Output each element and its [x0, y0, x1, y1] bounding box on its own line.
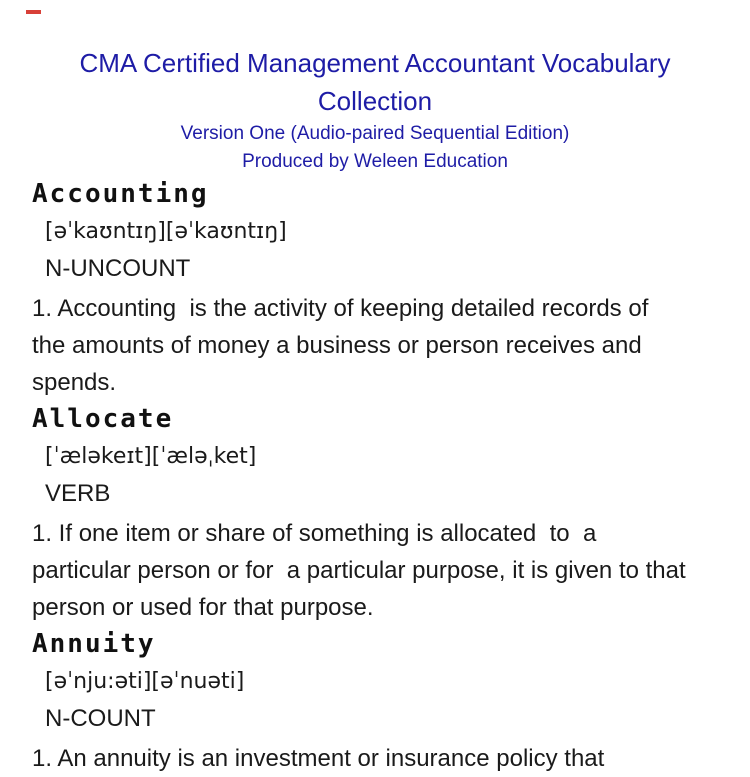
vocab-entry-allocate — [32, 401, 750, 626]
vocab-entry-accounting — [32, 176, 750, 401]
definition-line: 1. If one item or share of something is allocated to a — [32, 520, 597, 547]
producer-subtitle: Produced by Weleen Education — [242, 151, 508, 172]
edition-subtitle: Version One (Audio-paired Sequential Edition) — [180, 123, 570, 144]
document-header — [0, 0, 750, 176]
entry-headword: Accounting — [32, 179, 209, 209]
definition-line: particular person or for a particular purpose, it is given to that — [32, 557, 686, 584]
definition-line: 1. Accounting is the activity of keeping detailed records of — [32, 295, 649, 322]
entry-headword: Annuity — [32, 629, 156, 659]
page-title-line1: CMA Certified Management Accountant Vocabulary — [79, 48, 671, 78]
entry-part-of-speech: N-UNCOUNT — [45, 255, 191, 282]
definition-line: person or used for that purpose. — [32, 594, 374, 621]
entry-definition — [32, 290, 750, 401]
entry-part-of-speech: VERB — [45, 480, 111, 507]
definition-line: the amounts of money a business or person receives and — [32, 332, 642, 359]
vocab-entry-annuity — [32, 626, 750, 777]
definition-line: spends. — [32, 369, 117, 396]
entry-definition — [32, 515, 750, 626]
entry-pronunciation: [əˈkaʊntɪŋ][əˈkaʊntɪŋ] — [45, 219, 287, 244]
page-title-line2: Collection — [317, 86, 433, 116]
entry-headword: Allocate — [32, 404, 174, 434]
red-mark — [26, 10, 41, 14]
vocabulary-list — [0, 176, 750, 777]
entry-definition — [32, 740, 750, 777]
definition-line-cutoff: 1. An annuity is an investment or insurance policy that — [32, 745, 605, 772]
entry-pronunciation: [ˈæləkeɪt][ˈæləˌket] — [45, 444, 257, 469]
entry-part-of-speech: N-COUNT — [45, 705, 156, 732]
entry-pronunciation: [əˈnju:əti][əˈnuəti] — [45, 669, 245, 694]
